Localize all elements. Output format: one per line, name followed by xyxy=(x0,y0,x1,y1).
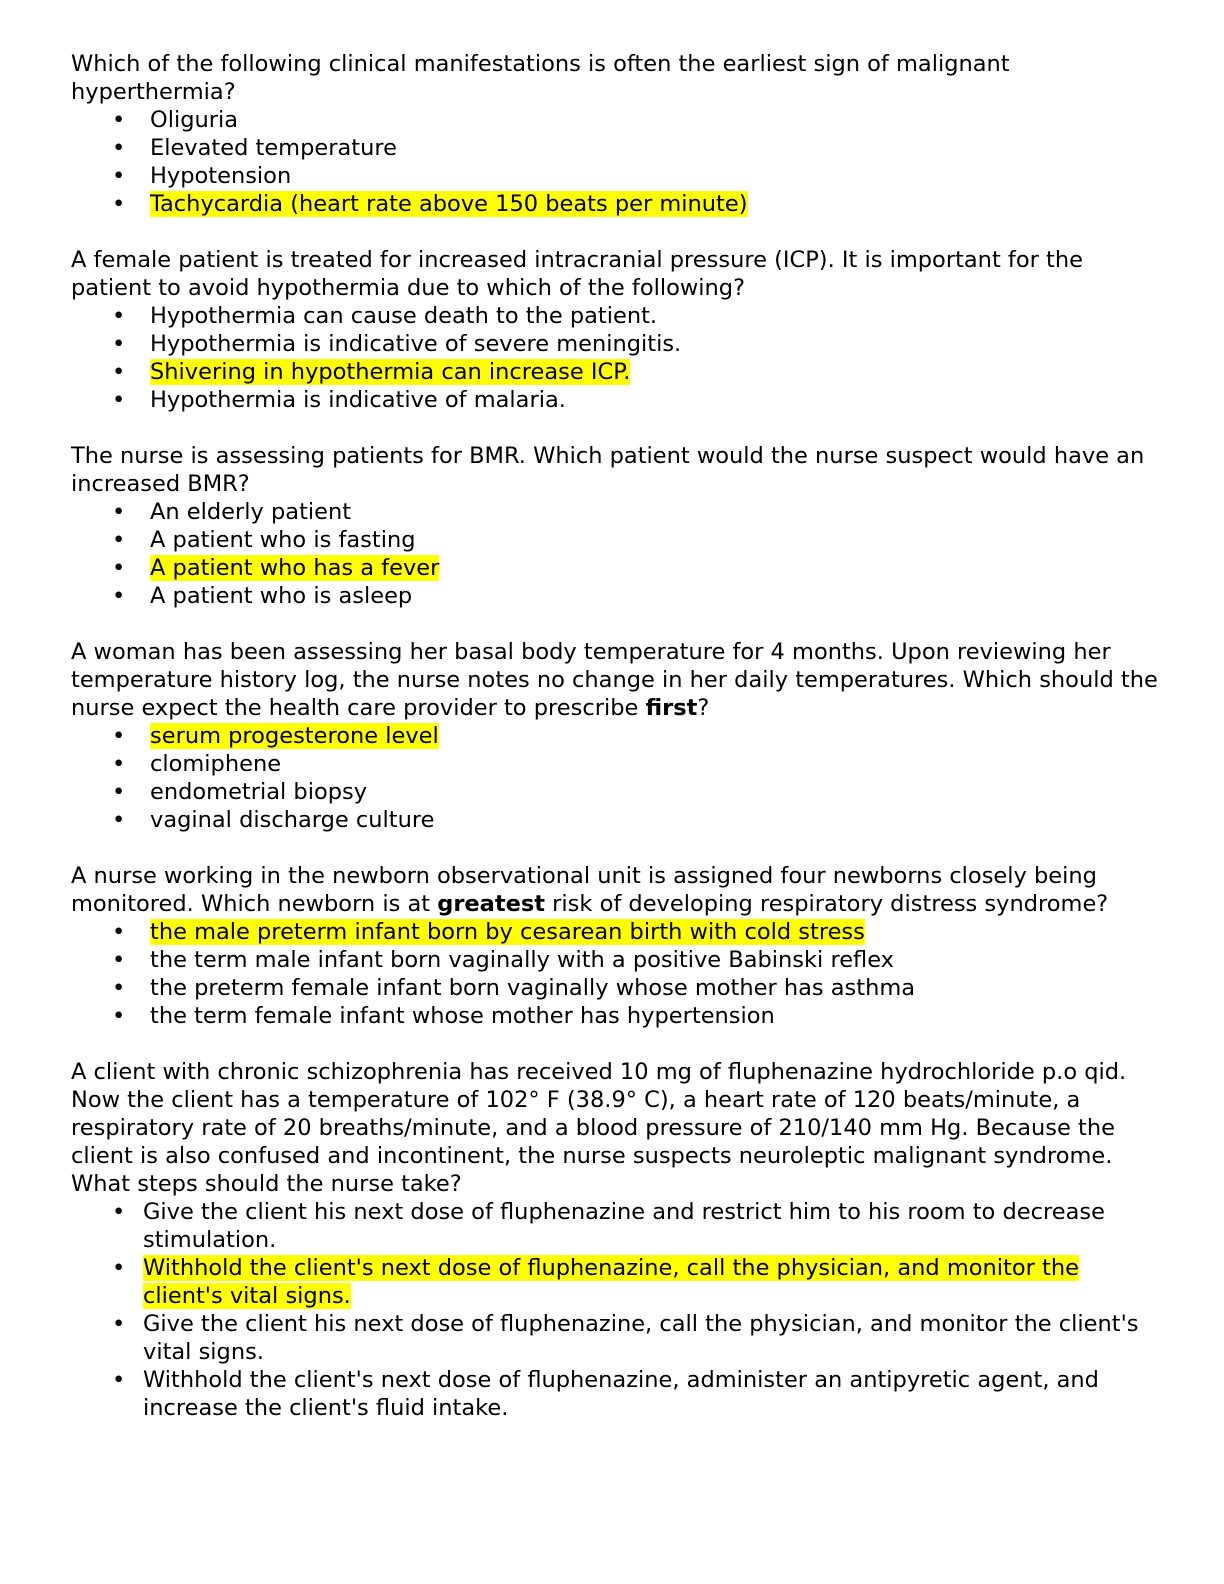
answer-options-list xyxy=(71,302,1161,414)
answer-option xyxy=(71,1198,1161,1254)
answer-option-correct xyxy=(71,554,1161,582)
answer-option xyxy=(71,106,1161,134)
highlighted-answer-text: the male preterm infant born by cesarean birth with cold stress xyxy=(150,919,865,945)
bullet-icon: • xyxy=(112,499,126,525)
highlighted-answer-text: serum progesterone level xyxy=(150,723,439,749)
bullet-icon: • xyxy=(112,583,126,609)
answer-options-list xyxy=(71,1198,1161,1422)
bullet-icon: • xyxy=(112,555,126,581)
question-stem xyxy=(71,1058,1161,1198)
answer-text: the term female infant whose mother has hypertension xyxy=(150,1003,775,1029)
bullet-icon: • xyxy=(112,303,126,329)
answer-text: A patient who is fasting xyxy=(150,527,416,553)
stem-emphasis: greatest xyxy=(437,891,546,917)
answer-options-list xyxy=(71,498,1161,610)
bullet-icon: • xyxy=(112,191,126,217)
answer-options-list xyxy=(71,106,1161,218)
answer-option xyxy=(71,386,1161,414)
answer-option-correct xyxy=(71,918,1161,946)
bullet-icon: • xyxy=(112,947,126,973)
question-block xyxy=(71,862,1161,1030)
answer-text: the preterm female infant born vaginally whose mother has asthma xyxy=(150,975,916,1001)
stem-text: A client with chronic schizophrenia has received 10 mg of fluphenazine hydrochloride p.o qid. Now the client has a temperature of 102° F (38.9° C), a heart rate of 120 beats/minute, a respiratory rate of 20 breaths/minute, and a blood pressure of 210/140 mm Hg. Because the client is also confused and incontinent, the nurse suspects neuroleptic malignant syndrome. What steps should the nurse take? xyxy=(71,1059,1127,1197)
stem-text: A female patient is treated for increased intracranial pressure (ICP). It is important for the patient to avoid hypothermia due to which of the following? xyxy=(71,247,1083,301)
answer-text: Hypothermia can cause death to the patient. xyxy=(150,303,658,329)
answer-text: the term male infant born vaginally with a positive Babinski reflex xyxy=(150,947,894,973)
bullet-icon: • xyxy=(112,807,126,833)
bullet-icon: • xyxy=(112,135,126,161)
answer-option-correct xyxy=(71,722,1161,750)
bullet-icon: • xyxy=(112,527,126,553)
highlighted-answer-text: Tachycardia (heart rate above 150 beats per minute) xyxy=(150,191,748,217)
answer-option xyxy=(71,750,1161,778)
question-block xyxy=(71,246,1161,414)
question-stem xyxy=(71,50,1161,106)
highlighted-answer-text: Shivering in hypothermia can increase ICP. xyxy=(150,359,631,385)
question-stem xyxy=(71,246,1161,302)
bullet-icon: • xyxy=(112,331,126,357)
stem-text: Which of the following clinical manifestations is often the earliest sign of malignant hyperthermia? xyxy=(71,51,1010,105)
highlighted-answer-text: Withhold the client's next dose of fluphenazine, call the physician, and monitor the client's vital signs. xyxy=(143,1255,1079,1309)
answer-option xyxy=(71,1002,1161,1030)
answer-option xyxy=(71,162,1161,190)
bullet-icon: • xyxy=(112,919,126,945)
bullet-icon: • xyxy=(112,751,126,777)
question-stem xyxy=(71,442,1161,498)
answer-text: Give the client his next dose of fluphenazine and restrict him to his room to decrease stimulation. xyxy=(143,1199,1105,1253)
answer-text: clomiphene xyxy=(150,751,282,777)
bullet-icon: • xyxy=(112,1311,126,1337)
bullet-icon: • xyxy=(112,163,126,189)
answer-text: Hypothermia is indicative of malaria. xyxy=(150,387,566,413)
answer-options-list xyxy=(71,722,1161,834)
answer-text: Oliguria xyxy=(150,107,239,133)
stem-text: risk of developing respiratory distress syndrome? xyxy=(545,891,1109,917)
answer-text: An elderly patient xyxy=(150,499,352,525)
answer-text: A patient who is asleep xyxy=(150,583,413,609)
question-block xyxy=(71,1058,1161,1422)
bullet-icon: • xyxy=(112,723,126,749)
question-block xyxy=(71,442,1161,610)
answer-option xyxy=(71,806,1161,834)
bullet-icon: • xyxy=(112,1255,126,1281)
question-block xyxy=(71,638,1161,834)
answer-option xyxy=(71,1366,1161,1422)
answer-option-correct xyxy=(71,1254,1161,1310)
bullet-icon: • xyxy=(112,107,126,133)
answer-text: Give the client his next dose of fluphenazine, call the physician, and monitor the client's vital signs. xyxy=(143,1311,1139,1365)
answer-option xyxy=(71,330,1161,358)
answer-option-correct xyxy=(71,358,1161,386)
stem-text: ? xyxy=(697,695,710,721)
question-block xyxy=(71,50,1161,218)
answer-text: Hypotension xyxy=(150,163,292,189)
bullet-icon: • xyxy=(112,1367,126,1393)
answer-option-correct xyxy=(71,190,1161,218)
answer-text: Elevated temperature xyxy=(150,135,397,161)
answer-option xyxy=(71,974,1161,1002)
bullet-icon: • xyxy=(112,779,126,805)
answer-option xyxy=(71,778,1161,806)
stem-emphasis: first xyxy=(645,695,698,721)
stem-text: A woman has been assessing her basal body temperature for 4 months. Upon reviewing her temperature history log, the nurse notes no change in her daily temperatures. Which should the nurse expect the health care provider to prescribe xyxy=(71,639,1158,721)
question-stem xyxy=(71,862,1161,918)
answer-text: vaginal discharge culture xyxy=(150,807,435,833)
answer-option xyxy=(71,134,1161,162)
answer-text: Withhold the client's next dose of fluphenazine, administer an antipyretic agent, and increase the client's fluid intake. xyxy=(143,1367,1099,1421)
highlighted-answer-text: A patient who has a fever xyxy=(150,555,440,581)
answer-option xyxy=(71,1310,1161,1366)
bullet-icon: • xyxy=(112,1199,126,1225)
answer-option xyxy=(71,302,1161,330)
bullet-icon: • xyxy=(112,1003,126,1029)
answer-option xyxy=(71,582,1161,610)
bullet-icon: • xyxy=(112,359,126,385)
bullet-icon: • xyxy=(112,387,126,413)
question-stem xyxy=(71,638,1161,722)
bullet-icon: • xyxy=(112,975,126,1001)
document-body xyxy=(71,50,1161,1450)
answer-option xyxy=(71,946,1161,974)
answer-text: endometrial biopsy xyxy=(150,779,368,805)
answer-text: Hypothermia is indicative of severe meningitis. xyxy=(150,331,682,357)
answer-options-list xyxy=(71,918,1161,1030)
answer-option xyxy=(71,498,1161,526)
stem-text: The nurse is assessing patients for BMR. Which patient would the nurse suspect would have an increased BMR? xyxy=(71,443,1145,497)
answer-option xyxy=(71,526,1161,554)
stem-text: A nurse working in the newborn observational unit is assigned four newborns closely being monitored. Which newborn is at xyxy=(71,863,1097,917)
